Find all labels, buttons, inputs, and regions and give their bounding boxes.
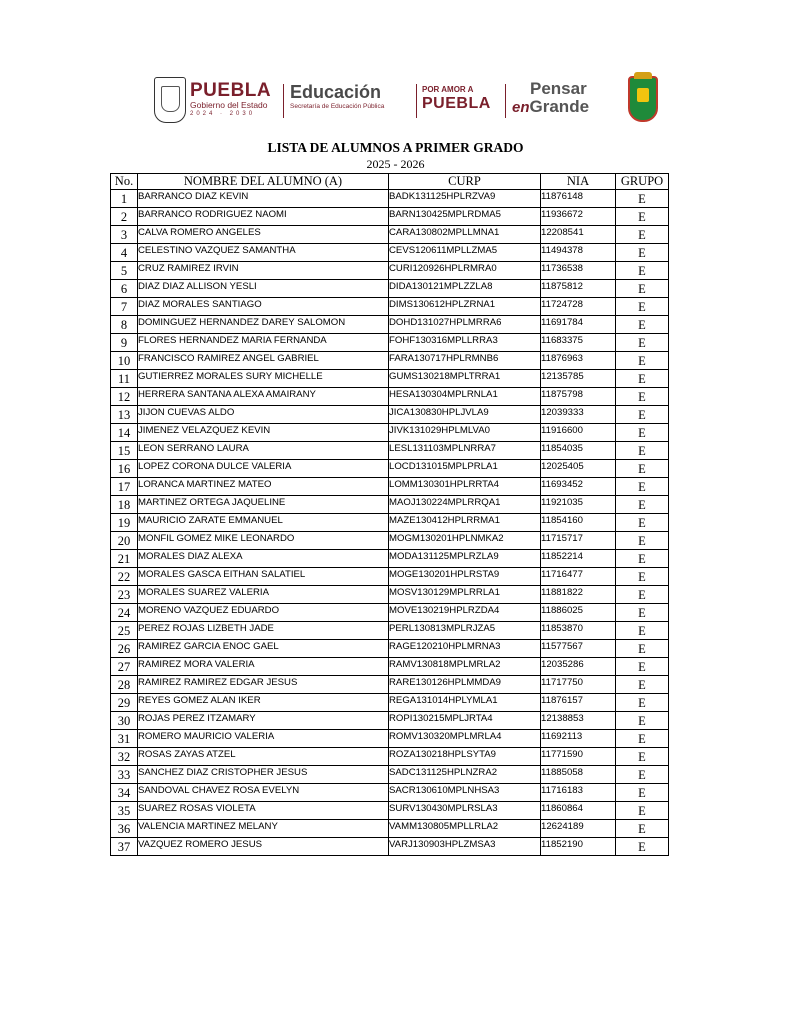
cell-nia: 11875798 — [541, 388, 616, 406]
cell-grupo: E — [616, 550, 669, 568]
table-row — [111, 370, 669, 388]
amor-logo-line1: POR AMOR A — [422, 85, 474, 94]
cell-student-name: ROSAS ZAYAS ATZEL — [138, 748, 389, 766]
table-row — [111, 838, 669, 856]
cell-curp: FOHF130316MPLLRRA3 — [389, 334, 541, 352]
cell-student-name: SUAREZ ROSAS VIOLETA — [138, 802, 389, 820]
cell-grupo: E — [616, 730, 669, 748]
cell-curp: MOGM130201HPLNMKA2 — [389, 532, 541, 550]
cell-grupo: E — [616, 370, 669, 388]
cell-grupo: E — [616, 442, 669, 460]
cell-curp: RAMV130818MPLMRLA2 — [389, 658, 541, 676]
cell-student-name: ROJAS PEREZ ITZAMARY — [138, 712, 389, 730]
cell-number: 8 — [111, 316, 138, 334]
table-row — [111, 478, 669, 496]
cell-grupo: E — [616, 802, 669, 820]
table-row — [111, 658, 669, 676]
cell-number: 23 — [111, 586, 138, 604]
table-row — [111, 388, 669, 406]
cell-grupo: E — [616, 640, 669, 658]
table-row — [111, 586, 669, 604]
cell-nia: 12135785 — [541, 370, 616, 388]
cell-number: 32 — [111, 748, 138, 766]
cell-nia: 12208541 — [541, 226, 616, 244]
cell-curp: JICA130830HPLJVLA9 — [389, 406, 541, 424]
cell-student-name: GUTIERREZ MORALES SURY MICHELLE — [138, 370, 389, 388]
cell-number: 25 — [111, 622, 138, 640]
cell-nia: 11736538 — [541, 262, 616, 280]
table-row — [111, 514, 669, 532]
pensar-logo-grande: Grande — [529, 97, 590, 116]
puebla-government-logo — [190, 82, 278, 119]
cell-curp: MOGE130201HPLRSTA9 — [389, 568, 541, 586]
cell-grupo: E — [616, 226, 669, 244]
cell-nia: 11716183 — [541, 784, 616, 802]
school-shield-icon — [628, 76, 658, 122]
cell-curp: LOCD131015MPLPRLA1 — [389, 460, 541, 478]
cell-number: 1 — [111, 190, 138, 208]
cell-curp: CEVS120611MPLLZMA5 — [389, 244, 541, 262]
cell-nia: 11852214 — [541, 550, 616, 568]
cell-curp: REGA131014HPLYMLA1 — [389, 694, 541, 712]
cell-number: 35 — [111, 802, 138, 820]
cell-number: 15 — [111, 442, 138, 460]
cell-nia: 11936672 — [541, 208, 616, 226]
table-row — [111, 568, 669, 586]
cell-number: 34 — [111, 784, 138, 802]
cell-number: 36 — [111, 820, 138, 838]
cell-grupo: E — [616, 352, 669, 370]
cell-number: 7 — [111, 298, 138, 316]
cell-grupo: E — [616, 208, 669, 226]
cell-nia: 12624189 — [541, 820, 616, 838]
cell-student-name: RAMIREZ MORA VALERIA — [138, 658, 389, 676]
cell-curp: MODA131125MPLRZLA9 — [389, 550, 541, 568]
cell-number: 27 — [111, 658, 138, 676]
pensar-logo-line2 — [512, 98, 602, 117]
cell-grupo: E — [616, 820, 669, 838]
cell-number: 24 — [111, 604, 138, 622]
cell-number: 29 — [111, 694, 138, 712]
cell-curp: CARA130802MPLLMNA1 — [389, 226, 541, 244]
column-header-name: NOMBRE DEL ALUMNO (A) — [138, 174, 389, 190]
cell-number: 11 — [111, 370, 138, 388]
cell-number: 30 — [111, 712, 138, 730]
cell-curp: LESL131103MPLNRRA7 — [389, 442, 541, 460]
table-row — [111, 280, 669, 298]
cell-student-name: LORANCA MARTINEZ MATEO — [138, 478, 389, 496]
column-header-grupo: GRUPO — [616, 174, 669, 190]
table-row — [111, 766, 669, 784]
cell-student-name: SANDOVAL CHAVEZ ROSA EVELYN — [138, 784, 389, 802]
cell-grupo: E — [616, 244, 669, 262]
cell-student-name: MONFIL GOMEZ MIKE LEONARDO — [138, 532, 389, 550]
cell-student-name: VALENCIA MARTINEZ MELANY — [138, 820, 389, 838]
puebla-logo-subtitle: Gobierno del Estado — [190, 100, 268, 110]
cell-number: 2 — [111, 208, 138, 226]
table-row — [111, 190, 669, 208]
cell-student-name: MORALES SUAREZ VALERIA — [138, 586, 389, 604]
cell-student-name: DIAZ DIAZ ALLISON YESLI — [138, 280, 389, 298]
cell-curp: JIVK131029HPLMLVA0 — [389, 424, 541, 442]
cell-student-name: MARTINEZ ORTEGA JAQUELINE — [138, 496, 389, 514]
table-row — [111, 244, 669, 262]
table-row — [111, 604, 669, 622]
cell-grupo: E — [616, 190, 669, 208]
school-year: 2025 - 2026 — [366, 157, 425, 171]
cell-curp: DIMS130612HPLZRNA1 — [389, 298, 541, 316]
cell-grupo: E — [616, 424, 669, 442]
cell-student-name: REYES GOMEZ ALAN IKER — [138, 694, 389, 712]
cell-number: 12 — [111, 388, 138, 406]
table-row — [111, 676, 669, 694]
cell-nia: 11876148 — [541, 190, 616, 208]
cell-nia: 12138853 — [541, 712, 616, 730]
cell-nia: 11860864 — [541, 802, 616, 820]
student-roster-table — [110, 173, 669, 856]
cell-curp: HESA130304MPLRNLA1 — [389, 388, 541, 406]
cell-curp: SACR130610MPLNHSA3 — [389, 784, 541, 802]
table-row — [111, 730, 669, 748]
cell-number: 14 — [111, 424, 138, 442]
pensar-logo-line1: Pensar — [530, 79, 587, 98]
cell-number: 31 — [111, 730, 138, 748]
table-row — [111, 406, 669, 424]
cell-nia: 11716477 — [541, 568, 616, 586]
cell-student-name: RAMIREZ GARCIA ENOC GAEL — [138, 640, 389, 658]
cell-student-name: JIMENEZ VELAZQUEZ KEVIN — [138, 424, 389, 442]
logo-divider — [416, 84, 417, 118]
cell-nia: 12035286 — [541, 658, 616, 676]
table-row — [111, 802, 669, 820]
state-seal-icon — [154, 77, 186, 123]
pensar-en-grande-logo — [512, 80, 602, 117]
cell-number: 19 — [111, 514, 138, 532]
cell-grupo: E — [616, 784, 669, 802]
cell-nia: 11875812 — [541, 280, 616, 298]
table-row — [111, 424, 669, 442]
cell-nia: 11876963 — [541, 352, 616, 370]
cell-curp: ROPI130215MPLJRTA4 — [389, 712, 541, 730]
cell-student-name: JIJON CUEVAS ALDO — [138, 406, 389, 424]
cell-student-name: SANCHEZ DIAZ CRISTOPHER JESUS — [138, 766, 389, 784]
cell-number: 3 — [111, 226, 138, 244]
table-body — [111, 190, 669, 856]
cell-number: 17 — [111, 478, 138, 496]
cell-grupo: E — [616, 712, 669, 730]
cell-nia: 11771590 — [541, 748, 616, 766]
cell-number: 18 — [111, 496, 138, 514]
cell-nia: 11683375 — [541, 334, 616, 352]
cell-curp: DOHD131027HPLMRRA6 — [389, 316, 541, 334]
educacion-logo-word: Educación — [290, 82, 382, 102]
column-header-curp: CURP — [389, 174, 541, 190]
cell-nia: 11693452 — [541, 478, 616, 496]
cell-grupo: E — [616, 316, 669, 334]
cell-nia: 11854160 — [541, 514, 616, 532]
cell-curp: CURI120926HPLRMRA0 — [389, 262, 541, 280]
cell-nia: 11885058 — [541, 766, 616, 784]
cell-student-name: LEON SERRANO LAURA — [138, 442, 389, 460]
cell-nia: 11852190 — [541, 838, 616, 856]
cell-nia: 11577567 — [541, 640, 616, 658]
por-amor-a-puebla-logo — [422, 84, 500, 112]
cell-curp: MOSV130129MPLRRLA1 — [389, 586, 541, 604]
cell-curp: ROZA130218HPLSYTA9 — [389, 748, 541, 766]
cell-curp: SADC131125HPLNZRA2 — [389, 766, 541, 784]
cell-number: 20 — [111, 532, 138, 550]
cell-student-name: RAMIREZ RAMIREZ EDGAR JESUS — [138, 676, 389, 694]
cell-nia: 11717750 — [541, 676, 616, 694]
cell-curp: PERL130813MPLRJZA5 — [389, 622, 541, 640]
table-row — [111, 262, 669, 280]
cell-student-name: MORENO VAZQUEZ EDUARDO — [138, 604, 389, 622]
cell-grupo: E — [616, 766, 669, 784]
header-logos — [150, 74, 670, 128]
logo-divider — [283, 84, 284, 118]
cell-nia: 11724728 — [541, 298, 616, 316]
cell-nia: 11881822 — [541, 586, 616, 604]
cell-student-name: CELESTINO VAZQUEZ SAMANTHA — [138, 244, 389, 262]
column-header-nia: NIA — [541, 174, 616, 190]
column-header-no: No. — [111, 174, 138, 190]
table-row — [111, 226, 669, 244]
table-row — [111, 622, 669, 640]
cell-number: 4 — [111, 244, 138, 262]
table-row — [111, 820, 669, 838]
cell-grupo: E — [616, 532, 669, 550]
cell-number: 28 — [111, 676, 138, 694]
cell-number: 9 — [111, 334, 138, 352]
table-row — [111, 532, 669, 550]
table-row — [111, 712, 669, 730]
cell-student-name: CALVA ROMERO ANGELES — [138, 226, 389, 244]
cell-curp: FARA130717HPLRMNB6 — [389, 352, 541, 370]
cell-student-name: FLORES HERNANDEZ MARIA FERNANDA — [138, 334, 389, 352]
cell-number: 16 — [111, 460, 138, 478]
table-row — [111, 298, 669, 316]
educacion-logo — [290, 82, 415, 111]
table-row — [111, 334, 669, 352]
cell-curp: DIDA130121MPLZZLA8 — [389, 280, 541, 298]
table-row — [111, 748, 669, 766]
cell-grupo: E — [616, 496, 669, 514]
cell-grupo: E — [616, 694, 669, 712]
cell-number: 10 — [111, 352, 138, 370]
educacion-logo-subtitle: Secretaría de Educación Pública — [290, 103, 385, 110]
cell-nia: 12025405 — [541, 460, 616, 478]
table-row — [111, 496, 669, 514]
table-row — [111, 208, 669, 226]
cell-student-name: FRANCISCO RAMIREZ ANGEL GABRIEL — [138, 352, 389, 370]
logo-divider — [505, 84, 506, 118]
cell-nia: 11876157 — [541, 694, 616, 712]
cell-number: 6 — [111, 280, 138, 298]
cell-grupo: E — [616, 838, 669, 856]
cell-nia: 11886025 — [541, 604, 616, 622]
puebla-logo-years: 2024 · 2030 — [190, 111, 256, 117]
cell-student-name: MORALES GASCA EITHAN SALATIEL — [138, 568, 389, 586]
cell-nia: 11494378 — [541, 244, 616, 262]
cell-student-name: CRUZ RAMIREZ IRVIN — [138, 262, 389, 280]
cell-curp: VARJ130903HPLZMSA3 — [389, 838, 541, 856]
cell-grupo: E — [616, 586, 669, 604]
cell-student-name: MORALES DIAZ ALEXA — [138, 550, 389, 568]
cell-curp: RARE130126HPLMMDA9 — [389, 676, 541, 694]
cell-number: 21 — [111, 550, 138, 568]
cell-curp: BADK131125HPLRZVA9 — [389, 190, 541, 208]
table-row — [111, 442, 669, 460]
cell-grupo: E — [616, 604, 669, 622]
cell-grupo: E — [616, 514, 669, 532]
cell-nia: 11921035 — [541, 496, 616, 514]
table-row — [111, 352, 669, 370]
cell-grupo: E — [616, 406, 669, 424]
cell-number: 26 — [111, 640, 138, 658]
page-title: LISTA DE ALUMNOS A PRIMER GRADO — [267, 140, 524, 155]
cell-grupo: E — [616, 478, 669, 496]
cell-nia: 11691784 — [541, 316, 616, 334]
cell-student-name: LOPEZ CORONA DULCE VALERIA — [138, 460, 389, 478]
cell-curp: GUMS130218MPLTRRA1 — [389, 370, 541, 388]
cell-student-name: DOMINGUEZ HERNANDEZ DAREY SALOMON — [138, 316, 389, 334]
cell-grupo: E — [616, 748, 669, 766]
cell-nia: 11916600 — [541, 424, 616, 442]
cell-curp: SURV130430MPLRSLA3 — [389, 802, 541, 820]
table-row — [111, 316, 669, 334]
cell-student-name: BARRANCO RODRIGUEZ NAOMI — [138, 208, 389, 226]
cell-number: 13 — [111, 406, 138, 424]
cell-nia: 11692113 — [541, 730, 616, 748]
cell-student-name: MAURICIO ZARATE EMMANUEL — [138, 514, 389, 532]
amor-logo-line2: PUEBLA — [422, 95, 491, 112]
cell-grupo: E — [616, 658, 669, 676]
table-header-row — [111, 174, 669, 190]
cell-curp: BARN130425MPLRDMA5 — [389, 208, 541, 226]
cell-curp: MAZE130412HPLRRMA1 — [389, 514, 541, 532]
cell-student-name: DIAZ MORALES SANTIAGO — [138, 298, 389, 316]
cell-number: 5 — [111, 262, 138, 280]
cell-number: 37 — [111, 838, 138, 856]
cell-grupo: E — [616, 568, 669, 586]
cell-number: 33 — [111, 766, 138, 784]
cell-grupo: E — [616, 262, 669, 280]
cell-grupo: E — [616, 298, 669, 316]
cell-curp: VAMM130805MPLLRLA2 — [389, 820, 541, 838]
cell-nia: 11853870 — [541, 622, 616, 640]
cell-student-name: VAZQUEZ ROMERO JESUS — [138, 838, 389, 856]
cell-number: 22 — [111, 568, 138, 586]
table-row — [111, 550, 669, 568]
cell-grupo: E — [616, 676, 669, 694]
cell-student-name: BARRANCO DIAZ KEVIN — [138, 190, 389, 208]
cell-curp: ROMV130320MPLMRLA4 — [389, 730, 541, 748]
cell-grupo: E — [616, 460, 669, 478]
cell-curp: RAGE120210HPLMRNA3 — [389, 640, 541, 658]
table-row — [111, 694, 669, 712]
cell-nia: 11715717 — [541, 532, 616, 550]
table-row — [111, 460, 669, 478]
cell-grupo: E — [616, 388, 669, 406]
cell-grupo: E — [616, 622, 669, 640]
cell-grupo: E — [616, 280, 669, 298]
table-row — [111, 784, 669, 802]
cell-curp: MAOJ130224MPLRRQA1 — [389, 496, 541, 514]
table-row — [111, 640, 669, 658]
cell-curp: LOMM130301HPLRRTA4 — [389, 478, 541, 496]
cell-student-name: HERRERA SANTANA ALEXA AMAIRANY — [138, 388, 389, 406]
cell-student-name: PEREZ ROJAS LIZBETH JADE — [138, 622, 389, 640]
cell-curp: MOVE130219HPLRZDA4 — [389, 604, 541, 622]
puebla-logo-word: PUEBLA — [190, 80, 272, 101]
pensar-logo-en: en — [512, 99, 530, 116]
cell-nia: 11854035 — [541, 442, 616, 460]
cell-nia: 12039333 — [541, 406, 616, 424]
cell-grupo: E — [616, 334, 669, 352]
cell-student-name: ROMERO MAURICIO VALERIA — [138, 730, 389, 748]
